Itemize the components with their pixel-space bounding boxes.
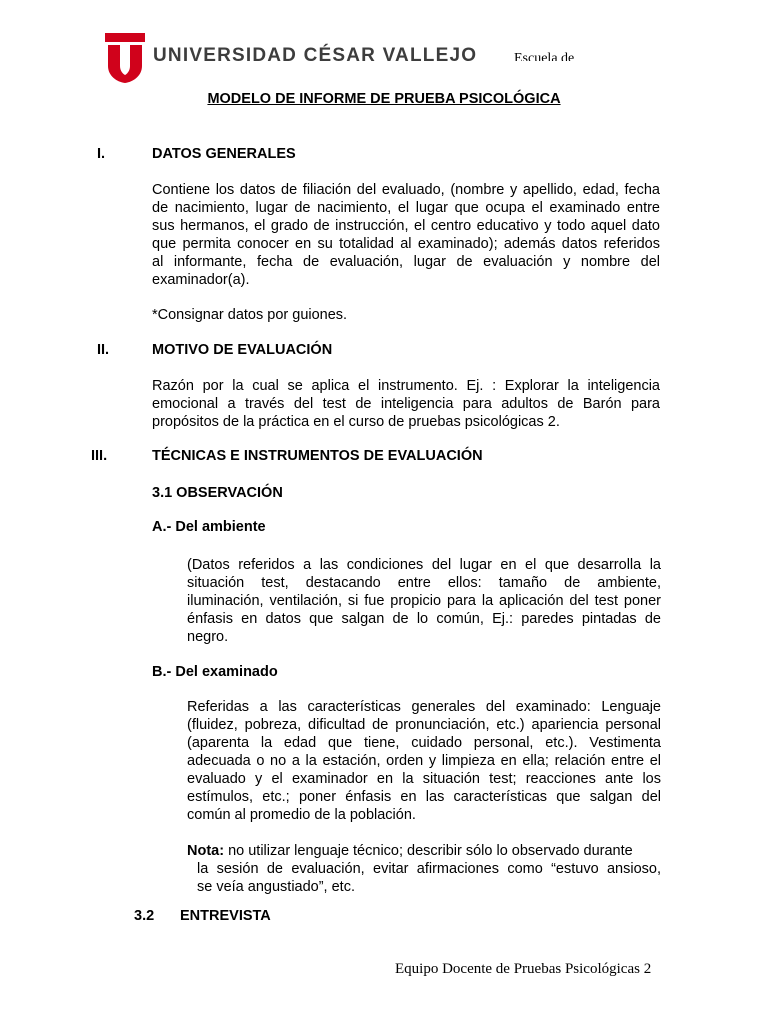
university-logo — [105, 33, 145, 83]
paragraph-line: al informante, fecha de evaluación, lugar de evaluación y nombre del — [152, 254, 660, 270]
paragraph-line: estímulos, etc.; poner énfasis en las características que salgan del — [187, 789, 661, 805]
paragraph-line: emocional a través del test de inteligencia para adultos de Barón para — [152, 396, 660, 412]
document-title: MODELO DE INFORME DE PRUEBA PSICOLÓGICA — [207, 91, 561, 107]
paragraph-line: Razón por la cual se aplica el instrumento. Ej. : Explorar la inteligencia — [152, 378, 660, 394]
university-name: UNIVERSIDAD CÉSAR VALLEJO — [153, 45, 478, 66]
nota-text: no utilizar lenguaje técnico; describir sólo lo observado durante — [224, 843, 633, 859]
subsection-observacion: 3.1 OBSERVACIÓN — [152, 485, 283, 501]
section-1-note: *Consignar datos por guiones. — [152, 307, 348, 323]
paragraph-line: iluminación, ventilación, si fue propicio para la aplicación del test poner — [187, 593, 661, 609]
paragraph-line: adecuada o no a la estación, orden y limpieza en ella; relación entre el — [187, 753, 661, 769]
faculty-label-clip — [514, 44, 594, 61]
subsection-entrevista-number: 3.2 — [134, 908, 155, 924]
paragraph-line: (Datos referidos a las condiciones del lugar en el que desarrolla la — [187, 557, 661, 573]
paragraph-line: sus hermanos, el grado de instrucción, el centro educativo y todo aquel dato — [152, 218, 660, 234]
subsection-a-title: A.- Del ambiente — [152, 519, 266, 535]
paragraph-line: (fluidez, pobreza, dificultad de pronunciación, etc.) apariencia personal — [187, 717, 661, 733]
section-1-number: I. — [97, 146, 106, 162]
paragraph-line: examinador(a). — [152, 272, 250, 288]
section-2-title: MOTIVO DE EVALUACIÓN — [152, 342, 333, 358]
subsection-entrevista-title: ENTREVISTA — [180, 908, 271, 924]
paragraph-line: propósitos de la práctica en el curso de pruebas psicológicas 2. — [152, 414, 560, 430]
paragraph-line: de nacimiento, lugar de nacimiento, el lugar que ocupa el examinado entre — [152, 200, 660, 216]
section-1-title: DATOS GENERALES — [152, 146, 296, 162]
page-footer: Equipo Docente de Pruebas Psicológicas 2 — [395, 961, 652, 977]
paragraph-line: la sesión de evaluación, evitar afirmaciones como “estuvo ansioso, — [197, 861, 661, 877]
nota-label: Nota: — [187, 843, 225, 859]
section-3-title: TÉCNICAS E INSTRUMENTOS DE EVALUACIÓN — [152, 448, 483, 464]
paragraph-line: negro. — [187, 629, 229, 645]
paragraph-line: (aparenta la edad que tiene, cuidado personal, etc.). Vestimenta — [187, 735, 661, 751]
paragraph-line: situación test, destacando entre ellos: tamaño de ambiente, — [187, 575, 661, 591]
paragraph-line: evaluado y el examinador en la situación test; reacciones ante los — [187, 771, 661, 787]
section-2-number: II. — [97, 342, 110, 358]
paragraph-line: que permita conocer en su totalidad al examinado); además datos referidos — [152, 236, 660, 252]
section-3-number: III. — [91, 448, 108, 464]
paragraph-line: énfasis en datos que salgan de lo común, Ej.: paredes pintadas de — [187, 611, 661, 627]
subsection-b-title: B.- Del examinado — [152, 664, 278, 680]
paragraph-line: Referidas a las características generales del examinado: Lenguaje — [187, 699, 661, 715]
paragraph-line: común al promedio de la población. — [187, 807, 416, 823]
nota-first-line — [187, 842, 633, 860]
paragraph-line: se veía angustiado”, etc. — [197, 879, 355, 895]
faculty-label: Escuela de — [514, 51, 575, 61]
paragraph-line: Contiene los datos de filiación del evaluado, (nombre y apellido, edad, fecha — [152, 182, 660, 198]
